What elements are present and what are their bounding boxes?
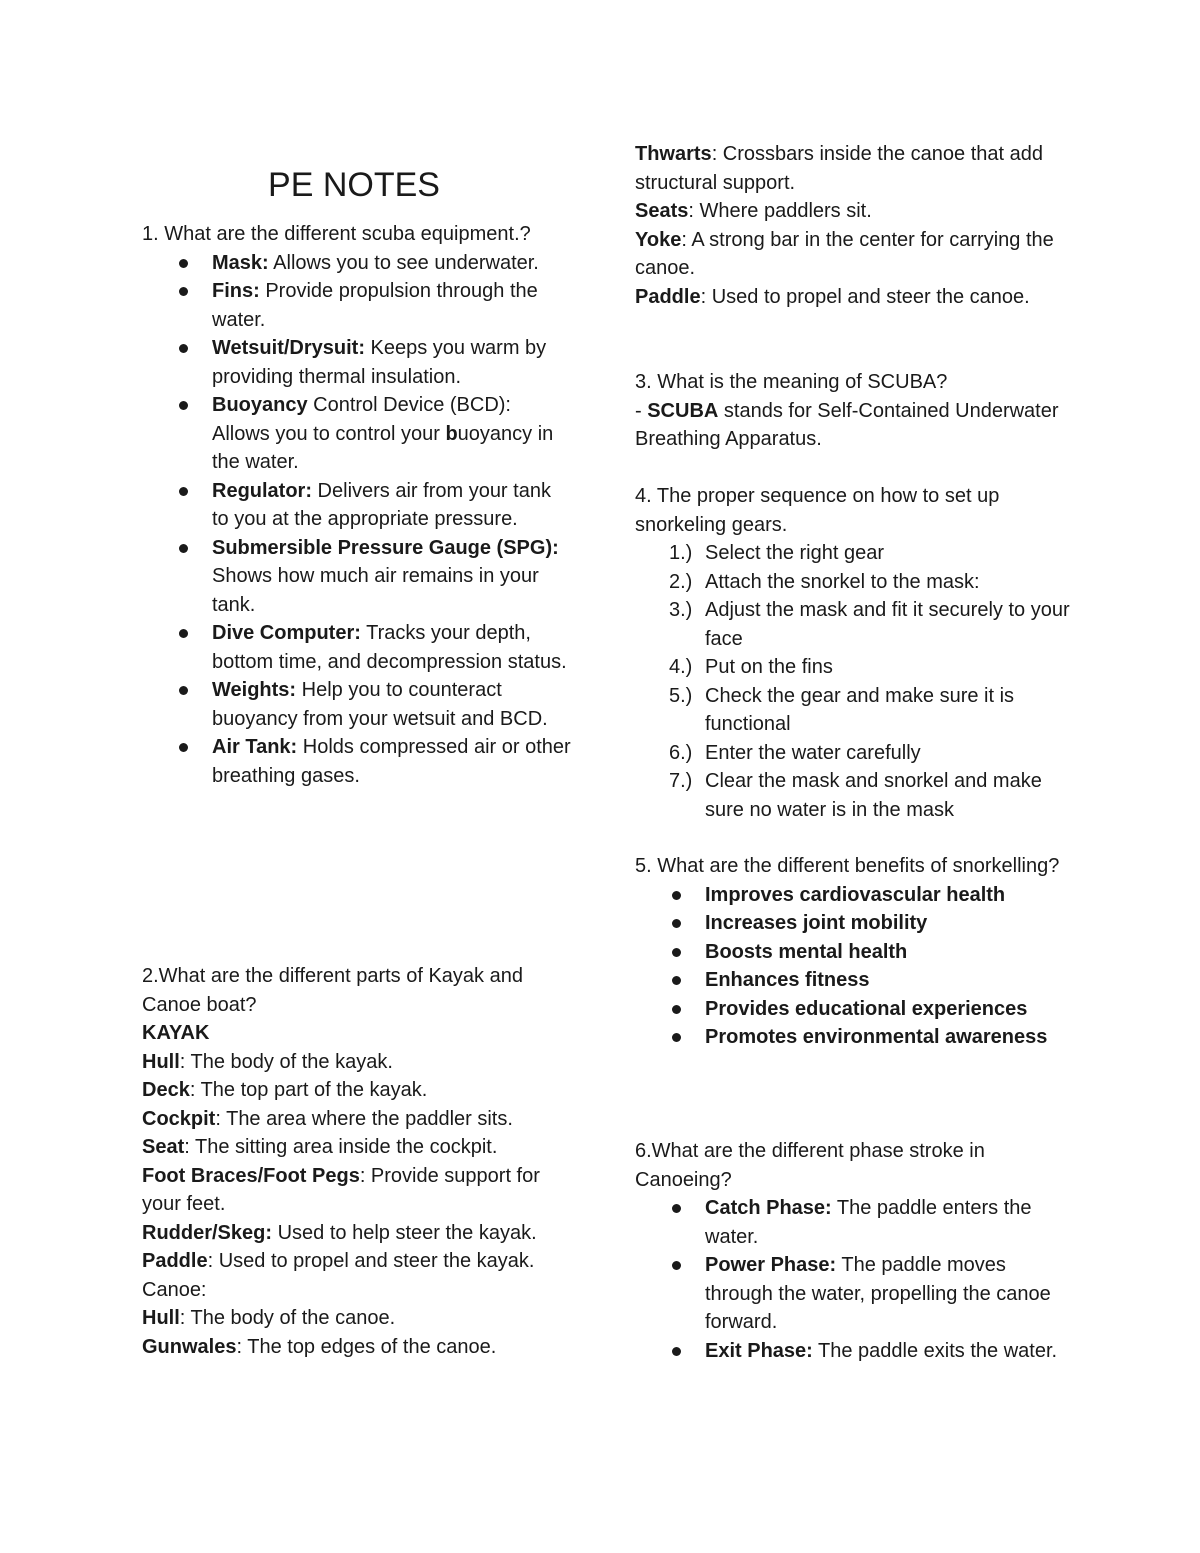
list-item: Wetsuit/Drysuit: Keeps you warm by providing thermal insulation. xyxy=(142,334,572,391)
kayak-part: Seat: The sitting area inside the cockpit. xyxy=(142,1136,498,1158)
list-item: 7.) Clear the mask and snorkel and make sure no water is in the mask xyxy=(669,770,1042,821)
question-6 xyxy=(635,1137,1075,1365)
stroke-phases-list xyxy=(635,1194,1075,1365)
list-item: Dive Computer: Tracks your depth, bottom time, and decompression status. xyxy=(142,619,572,676)
question-5-text: 5. What are the different benefits of snorkelling? xyxy=(635,855,1060,877)
list-item: 2.) Attach the snorkel to the mask: xyxy=(669,570,980,593)
kayak-part: Foot Braces/Foot Pegs: Provide support for your feet. xyxy=(142,1164,540,1215)
question-2-text: 2.What are the different parts of Kayak and Canoe boat? xyxy=(142,965,523,1016)
canoe-heading: Canoe: xyxy=(142,1278,207,1301)
canoe-part: Paddle: Used to propel and steer the canoe. xyxy=(635,285,1030,308)
list-item: 1.) Select the right gear xyxy=(669,542,884,564)
question-4 xyxy=(635,482,1075,824)
canoe-parts-continued xyxy=(635,140,1075,311)
canoe-part: Yoke: A strong bar in the center for carrying the canoe. xyxy=(635,228,1054,279)
list-item: Catch Phase: The paddle enters the water. xyxy=(635,1194,1075,1251)
kayak-part: Deck: The top part of the kayak. xyxy=(142,1079,428,1101)
question-4-text: 4. The proper sequence on how to set up snorkeling gears. xyxy=(635,485,1000,536)
kayak-part: Paddle: Used to propel and steer the kayak. xyxy=(142,1250,535,1272)
question-1-text: 1. What are the different scuba equipment.? xyxy=(142,223,531,245)
question-2 xyxy=(142,962,572,1361)
question-5 xyxy=(635,852,1075,1052)
kayak-part: Cockpit: The area where the paddler sits. xyxy=(142,1107,513,1130)
list-item: 5.) Check the gear and make sure it is functional xyxy=(669,684,1015,735)
list-item: Enhances fitness xyxy=(635,966,1075,995)
list-item: 6.) Enter the water carefully xyxy=(669,741,921,764)
snorkel-benefits-list xyxy=(635,881,1075,1052)
canoe-part: Gunwales: The top edges of the canoe. xyxy=(142,1335,497,1358)
list-item: Increases joint mobility xyxy=(635,909,1075,938)
list-item: Air Tank: Holds compressed air or other breathing gases. xyxy=(142,733,572,790)
list-item: Fins: Provide propulsion through the water. xyxy=(142,277,572,334)
canoe-part: Thwarts: Crossbars inside the canoe that add structural support. xyxy=(635,143,1043,194)
kayak-heading: KAYAK xyxy=(142,1022,210,1044)
question-3 xyxy=(635,368,1075,454)
list-item: 3.) Adjust the mask and fit it securely to your face xyxy=(669,599,1070,650)
list-item: Mask: Allows you to see underwater. xyxy=(142,249,572,278)
scuba-definition: - SCUBA stands for Self-Contained Underwater Breathing Apparatus. xyxy=(635,399,1059,450)
list-item: Weights: Help you to counteract buoyancy from your wetsuit and BCD. xyxy=(142,676,572,733)
list-item: Regulator: Delivers air from your tank to you at the appropriate pressure. xyxy=(142,477,572,534)
question-3-text: 3. What is the meaning of SCUBA? xyxy=(635,371,948,393)
list-item: Promotes environmental awareness xyxy=(635,1023,1075,1052)
list-item: Improves cardiovascular health xyxy=(635,881,1075,910)
list-item: Submersible Pressure Gauge (SPG): Shows how much air remains in your tank. xyxy=(142,534,572,620)
canoe-part: Hull: The body of the canoe. xyxy=(142,1307,396,1329)
list-item: Buoyancy Control Device (BCD): Allows you to control your buoyancy in the water. xyxy=(142,391,572,477)
list-item: Power Phase: The paddle moves through the water, propelling the canoe forward. xyxy=(635,1251,1075,1337)
question-6-text: 6.What are the different phase stroke in Canoeing? xyxy=(635,1140,985,1191)
list-item: Boosts mental health xyxy=(635,938,1075,967)
kayak-part: Rudder/Skeg: Used to help steer the kayak. xyxy=(142,1221,537,1244)
list-item: Provides educational experiences xyxy=(635,995,1075,1024)
list-item: Exit Phase: The paddle exits the water. xyxy=(635,1337,1075,1366)
scuba-equipment-list xyxy=(142,249,572,791)
list-item: 4.) Put on the fins xyxy=(669,656,833,678)
kayak-part: Hull: The body of the kayak. xyxy=(142,1050,393,1073)
page-title: PE NOTES xyxy=(268,165,440,204)
question-1 xyxy=(142,220,572,790)
snorkel-setup-steps xyxy=(635,539,1075,824)
canoe-part: Seats: Where paddlers sit. xyxy=(635,200,872,222)
